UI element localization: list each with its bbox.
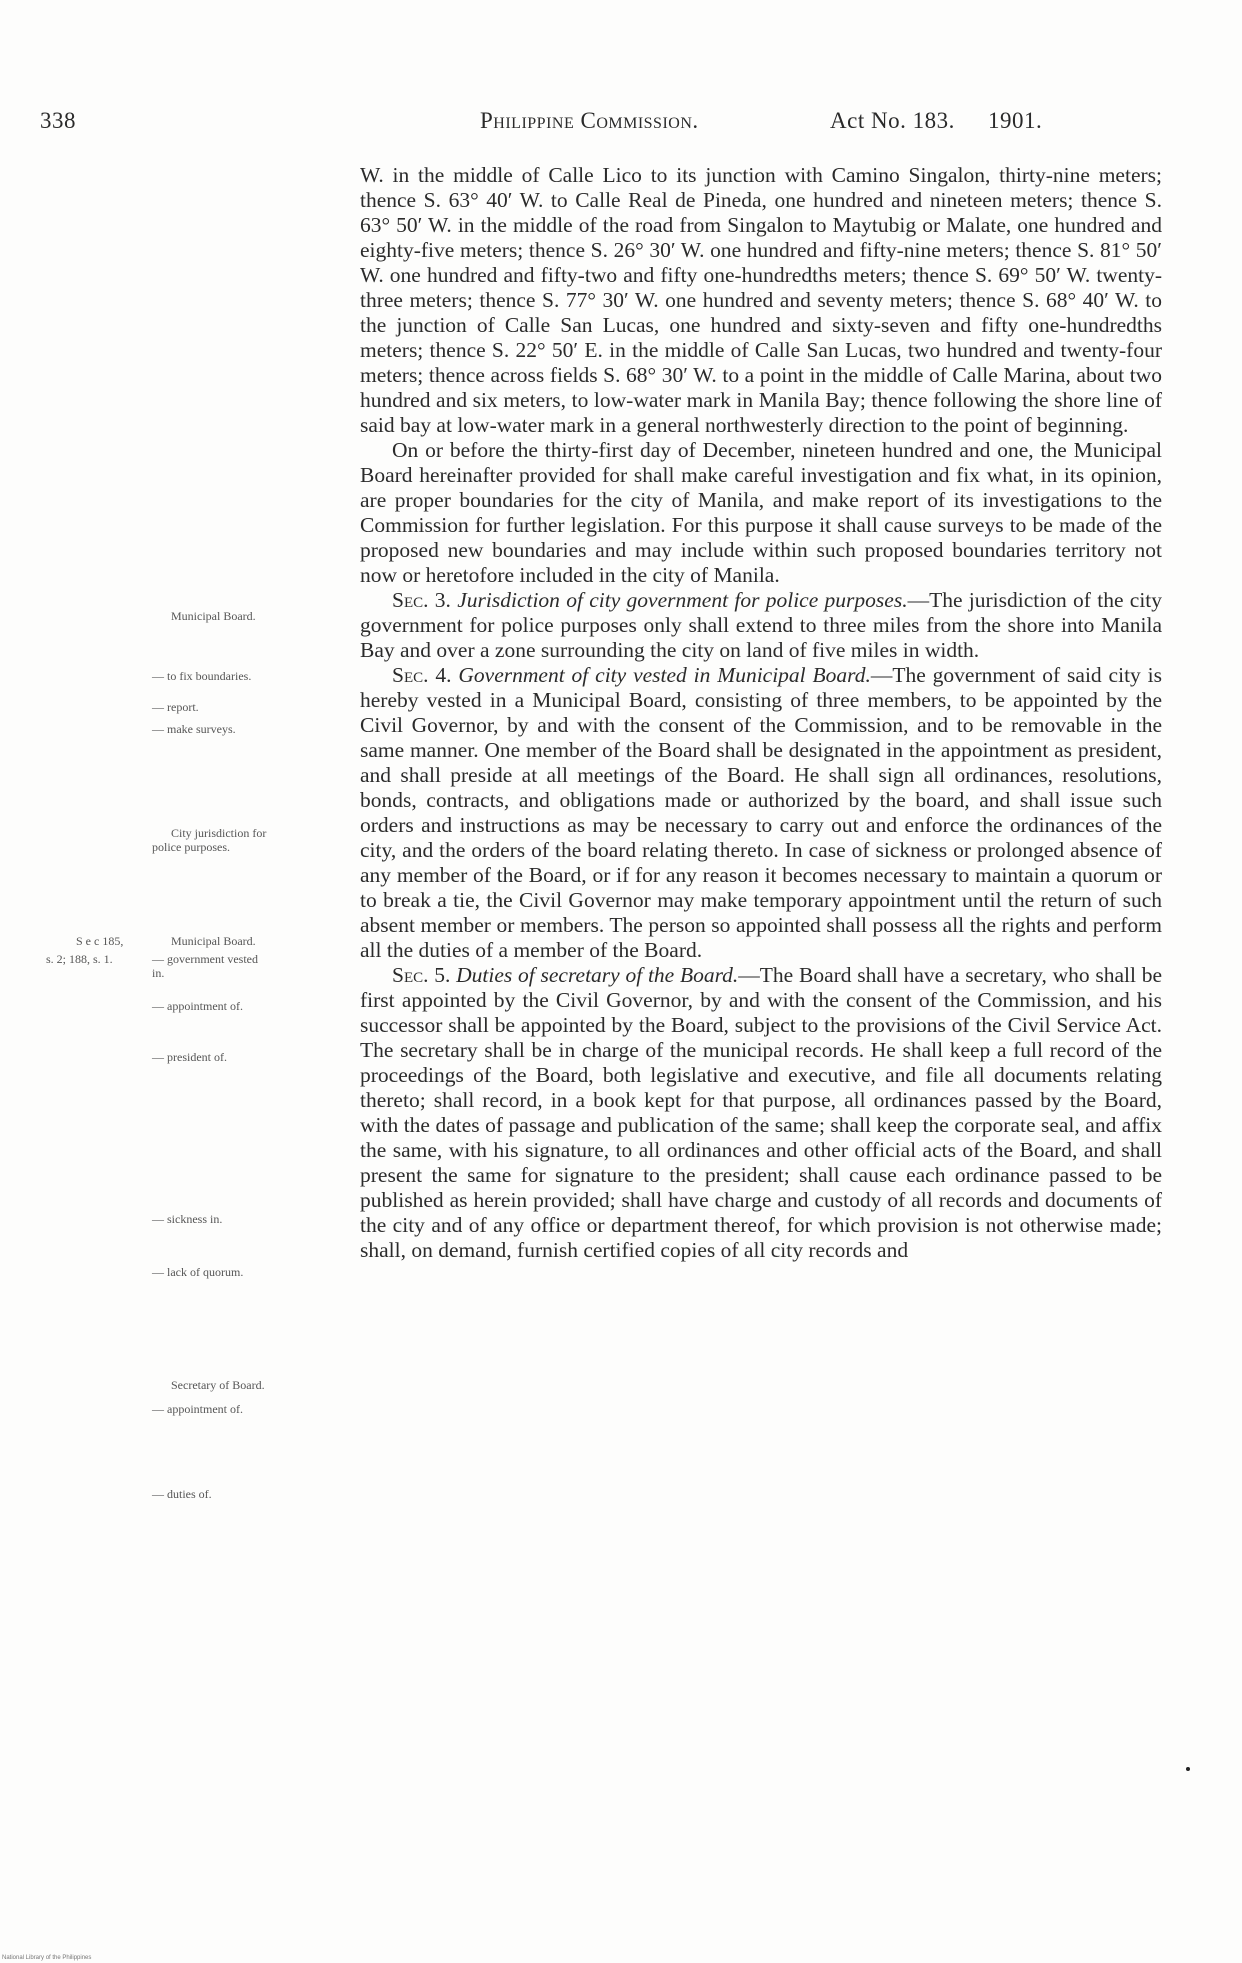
- margin-note-duties-of: — duties of.: [152, 1487, 212, 1501]
- section-4-title: Government of city vested in Municipal Board.: [458, 663, 871, 687]
- body-text: [360, 163, 1162, 1263]
- section-3-label: Sec. 3.: [392, 588, 451, 612]
- margin-note-report: — report.: [152, 700, 199, 714]
- page-number: 338: [40, 108, 76, 133]
- section-4-text: —The government of said city is hereby vested in a Municipal Board, consisting of three members, to be appointed by the Civil Governor, by and with the consent of the Commission, and to be removable in the same manner. One member of the Board shall be designated in the appointment as president, and shall preside at all meetings of the Board. He shall sign all ordinances, resolutions, bonds, contracts, and obligations made or authorized by the board, and shall issue such orders and instructions as may be necessary to carry out and enforce the ordinances of the city, and the orders of the board relating thereto. In case of sickness or prolonged absence of any member of the Board, or if for any reason it becomes necessary to maintain a quorum or to break a tie, the Civil Governor may make temporary appointment until the return of such absent member or members. The person so appointed shall possess all the rights and perform all the duties of a member of the Board.: [360, 663, 1163, 962]
- margin-note-city-jurisdiction: City jurisdiction for: [171, 826, 267, 840]
- margin-note-police-purposes: police purposes.: [152, 840, 230, 854]
- margin-note-make-surveys: — make surveys.: [152, 722, 236, 736]
- margin-ref-section-1: S e c 185,: [76, 934, 124, 948]
- margin-note-fix-boundaries: — to fix boundaries.: [152, 669, 252, 683]
- margin-note-sickness-in: — sickness in.: [152, 1212, 223, 1226]
- paragraph-boundaries: W. in the middle of Calle Lico to its junction with Camino Singalon, thirty-nine meters; thence S. 63° 40′ W. to Calle Real de Pineda, one hundred and nineteen meters; thence S. 63° 50′ W. in the middle of the road from Singalon to Maytubig or Malate, one hundred and eighty-five meters; thence S. 26° 30′ W. one hundred and fifty-nine meters; thence S. 81° 50′ W. one hundred and fifty-two and fifty one-hundredths meters; thence S. 69° 50′ W. twenty-three meters; thence S. 77° 30′ W. one hundred and seventy meters; thence S. 68° 40′ W. to the junction of Calle San Lucas, one hundred and sixty-seven and fifty one-hundredths meters; thence S. 22° 50′ E. in the middle of Calle San Lucas, two hundred and twenty-four meters; thence across fields S. 68° 30′ W. to a point in the middle of Calle Marina, about two hundred and six meters, to low-water mark in Manila Bay; thence following the shore line of said bay at low-water mark in a general northwesterly direction to the point of beginning.: [360, 163, 1162, 437]
- section-3-title: Jurisdiction of city government for police purposes.: [457, 588, 908, 612]
- margin-ref-section-2: s. 2; 188, s. 1.: [46, 952, 113, 966]
- year: 1901.: [988, 108, 1043, 133]
- running-head: Philippine Commission.: [480, 108, 699, 133]
- paragraph-municipal-board: On or before the thirty-first day of December, nineteen hundred and one, the Municipal Board hereinafter provided for shall make careful investigation and fix what, in its opinion, are proper boundaries for the city of Manila, and make report of its investigations to the Commission for further legislation. For this purpose it shall cause surveys to be made of the proposed new boundaries and may include within such proposed boundaries territory not now or heretofore included in the city of Manila.: [360, 438, 1162, 587]
- page-header: [40, 108, 1050, 138]
- margin-note-lack-of-quorum: — lack of quorum.: [152, 1265, 244, 1279]
- ink-speck: [1186, 1767, 1190, 1771]
- margin-note-secretary-appointment: — appointment of.: [152, 1402, 243, 1416]
- section-5-title: Duties of secretary of the Board.: [456, 963, 739, 987]
- section-5-text: —The Board shall have a secretary, who shall be first appointed by the Civil Governor, by and with the consent of the Commission, and his successor shall be appointed by the Board, subject to the provisions of the Civil Service Act. The secretary shall be in charge of the municipal records. He shall keep a full record of the proceedings of the Board, both legislative and executive, and file all documents relating thereto; shall record, in a book kept for that purpose, all ordinances passed by the Board, with the dates of passage and publication of the same; shall keep the corporate seal, and affix the same, with his signature, to all ordinances and other official acts of the Board, and shall present the same for signature to the president; shall cause each ordinance passed to be published as herein provided; shall have charge and custody of all records and documents of the city and of any office or department thereof, for which provision is not otherwise made; shall, on demand, furnish certified copies of all city records and: [360, 963, 1163, 1262]
- section-5-label: Sec. 5.: [392, 963, 451, 987]
- section-4-label: Sec. 4.: [392, 663, 452, 687]
- margin-note-president-of: — president of.: [152, 1050, 227, 1064]
- paragraph-section-3: [360, 588, 1162, 663]
- margin-note-municipal-board: Municipal Board.: [171, 609, 256, 623]
- margin-note-municipal-board-2: Municipal Board.: [171, 934, 256, 948]
- margin-note-secretary-of-board: Secretary of Board.: [171, 1378, 265, 1392]
- act-number: Act No. 183.: [830, 108, 955, 133]
- paragraph-section-5: [360, 963, 1162, 1263]
- margin-note-government-vested: — government vested: [152, 952, 258, 966]
- paragraph-section-4: [360, 663, 1162, 963]
- margin-note-appointment-of: — appointment of.: [152, 999, 243, 1013]
- margin-note-government-vested-in: in.: [152, 966, 165, 980]
- footer-library-stamp: National Library of the Philippines: [2, 1955, 92, 1961]
- section-3-text: —The jurisdiction of the city government for police purposes only shall extend to three miles from the shore into Manila Bay and over a zone surrounding the city on land of five miles in width.: [360, 588, 1163, 662]
